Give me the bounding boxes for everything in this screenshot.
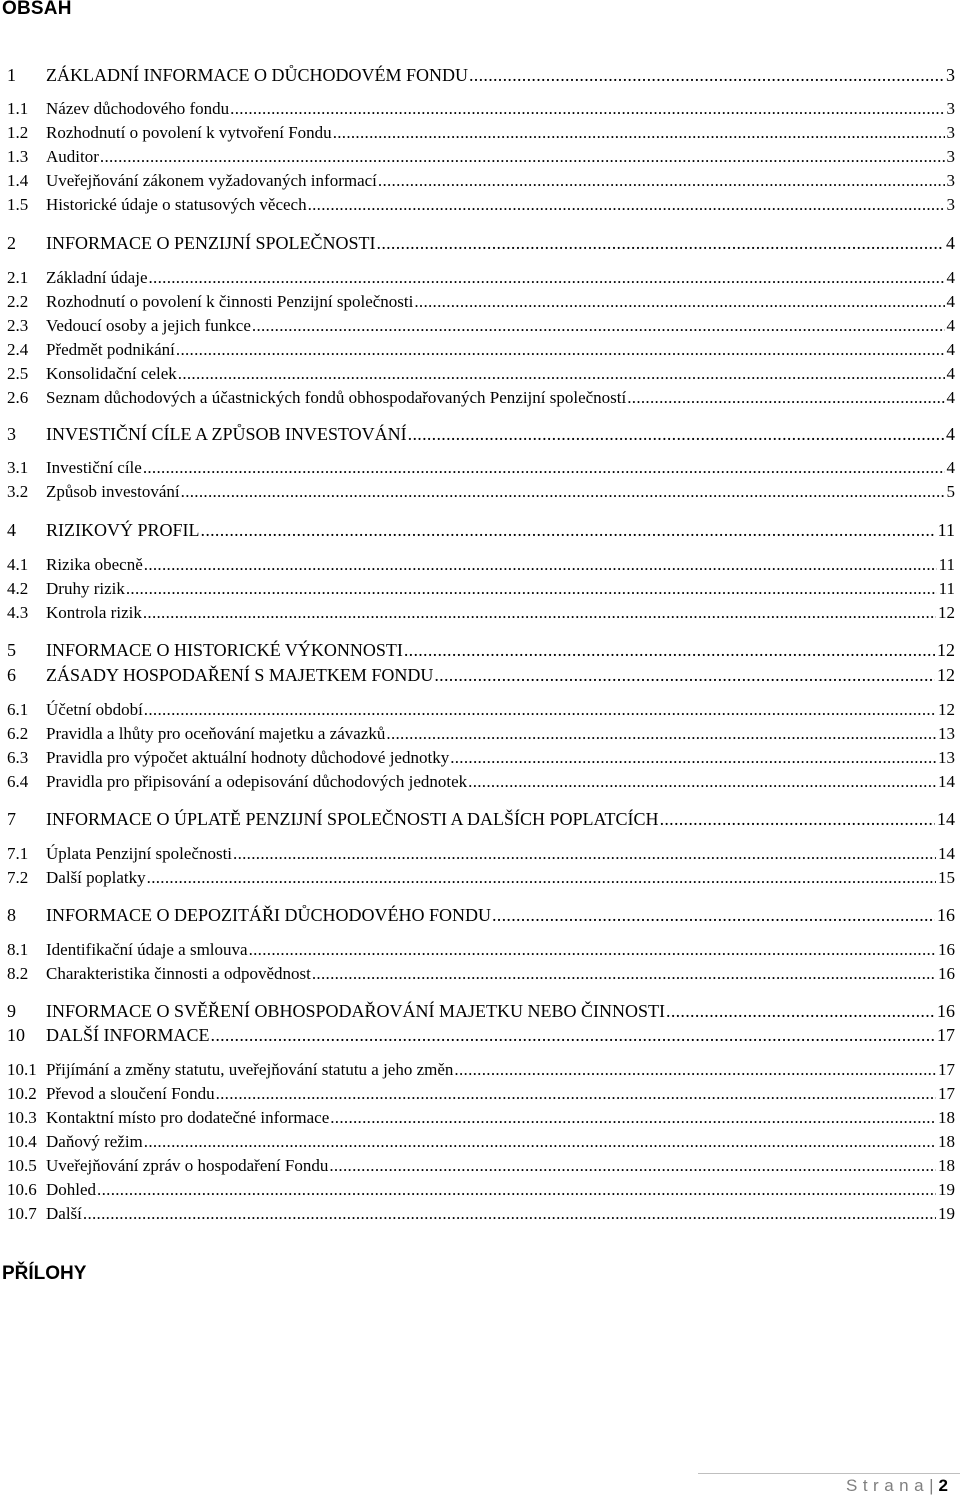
toc-entry-number: 1.5 (7, 195, 29, 214)
toc-dot-leader (144, 553, 937, 576)
toc-dot-leader (434, 662, 935, 688)
toc-entry-label: Historické údaje o statusových věcech (46, 195, 307, 214)
toc-entry-page: 13 (938, 724, 955, 743)
toc-dot-leader (149, 266, 945, 289)
toc-entry-label: Pravidla pro výpočet aktuální hodnoty důchodové jednotky (46, 748, 450, 767)
toc-dot-leader (178, 362, 945, 385)
toc-entry-label: Převod a sloučení Fondu (46, 1084, 215, 1103)
toc-dot-leader (97, 1178, 936, 1201)
toc-dot-leader (216, 1082, 936, 1105)
toc-entry-label: Účetní období (46, 700, 143, 719)
toc-entry-page: 18 (938, 1132, 955, 1151)
toc-entry-label: Úplata Penzijní společnosti (46, 844, 233, 863)
toc-entry-page: 17 (938, 1060, 955, 1079)
toc-entry-label: Kontaktní místo pro dodatečné informace (46, 1108, 330, 1127)
toc-entry[interactable] (7, 806, 955, 832)
toc-entry[interactable] (7, 1178, 955, 1201)
toc-entry-page: 16 (938, 940, 955, 959)
toc-entry-page: 16 (937, 905, 955, 925)
toc-entry-label: ZÁKLADNÍ INFORMACE O DŮCHODOVÉM FONDU (46, 65, 468, 85)
toc-entry[interactable] (7, 662, 955, 688)
toc-entry[interactable] (7, 902, 955, 928)
toc-entry-page: 17 (938, 1084, 955, 1103)
toc-entry-page: 14 (937, 809, 955, 829)
toc-dot-leader (100, 145, 945, 168)
toc-entry-number: 4.3 (7, 603, 29, 622)
toc-entry-label: DALŠÍ INFORMACE (46, 1025, 210, 1045)
toc-dot-leader (252, 314, 945, 337)
toc-entry-label: Předmět podnikání (46, 340, 175, 359)
toc-entry-page: 19 (938, 1204, 955, 1223)
toc-entry[interactable] (7, 362, 955, 385)
toc-dot-leader (454, 1058, 936, 1081)
toc-entry-label: INVESTIČNÍ CÍLE A ZPŮSOB INVESTOVÁNÍ (46, 424, 407, 444)
toc-entry[interactable] (7, 1154, 955, 1177)
toc-entry-number: 6.1 (7, 700, 29, 719)
toc-entry-label: INFORMACE O ÚPLATĚ PENZIJNÍ SPOLEČNOSTI A DALŠÍCH POPLATCÍCH (46, 809, 659, 829)
toc-entry[interactable] (7, 1058, 955, 1081)
toc-entry[interactable] (7, 770, 955, 793)
toc-entry-number: 8.2 (7, 964, 29, 983)
toc-entry-page: 15 (938, 868, 955, 887)
toc-entry-number: 6 (7, 665, 16, 685)
toc-entry[interactable] (7, 517, 955, 543)
toc-entry-page: 17 (937, 1025, 955, 1045)
toc-entry-page: 11 (938, 555, 955, 574)
toc-entry-label: Základní údaje (46, 268, 148, 287)
toc-dot-leader (201, 517, 936, 543)
toc-entry-label: Další poplatky (46, 868, 146, 887)
toc-dot-leader (143, 456, 945, 479)
toc-entry[interactable] (7, 722, 955, 745)
toc-entry-label: Pravidla a lhůty pro oceňování majetku a závazků (46, 724, 386, 743)
footer-page-word: Strana (846, 1476, 930, 1495)
toc-entry-number: 10.6 (7, 1180, 37, 1199)
toc-dot-leader (329, 1154, 936, 1177)
toc-entry-number: 8.1 (7, 940, 29, 959)
toc-entry-number: 1.4 (7, 171, 29, 190)
toc-entry-number: 4.1 (7, 555, 29, 574)
toc-entry[interactable] (7, 145, 955, 168)
toc-entry-number: 10.2 (7, 1084, 37, 1103)
toc-entry-page: 4 (946, 316, 955, 335)
toc-entry-label: INFORMACE O DEPOZITÁŘI DŮCHODOVÉHO FONDU (46, 905, 491, 925)
toc-entry[interactable] (7, 1130, 955, 1153)
toc-entry[interactable] (7, 601, 955, 624)
toc-dot-leader (408, 421, 944, 447)
toc-dot-leader (666, 998, 935, 1024)
footer-page-number: 2 (938, 1476, 948, 1495)
toc-entry-page: 3 (946, 65, 955, 85)
toc-entry-page: 18 (938, 1108, 955, 1127)
toc-entry-number: 6.3 (7, 748, 29, 767)
toc-entry[interactable] (7, 938, 955, 961)
toc-entry-page: 4 (946, 233, 955, 253)
toc-entry-number: 10.4 (7, 1132, 37, 1151)
toc-entry-page: 5 (946, 482, 955, 501)
toc-dot-leader (83, 1202, 936, 1225)
toc-entry-number: 10.7 (7, 1204, 37, 1223)
toc-entry-page: 4 (946, 364, 955, 383)
toc-entry-page: 13 (938, 748, 955, 767)
page-footer (846, 1475, 948, 1497)
toc-entry-page: 11 (937, 520, 955, 540)
toc-entry-number: 2.4 (7, 340, 29, 359)
toc-dot-leader (249, 938, 936, 961)
toc-entry[interactable] (7, 230, 955, 256)
toc-dot-leader (469, 62, 944, 88)
toc-entry-label: ZÁSADY HOSPODAŘENÍ S MAJETKEM FONDU (46, 665, 434, 685)
toc-entry[interactable] (7, 746, 955, 769)
toc-entry[interactable] (7, 456, 955, 479)
toc-entry-number: 2.3 (7, 316, 29, 335)
toc-dot-leader (308, 193, 945, 216)
toc-entry-page: 4 (946, 292, 955, 311)
toc-dot-leader (404, 637, 935, 663)
toc-dot-leader (147, 866, 936, 889)
toc-entry-number: 3.1 (7, 458, 29, 477)
toc-entry[interactable] (7, 338, 955, 361)
toc-entry-number: 7.2 (7, 868, 29, 887)
toc-entry-page: 12 (937, 665, 955, 685)
footer-separator: | (929, 1476, 934, 1495)
toc-entry-number: 10.1 (7, 1060, 37, 1079)
toc-entry-number: 4 (7, 520, 16, 540)
toc-dot-leader (386, 722, 936, 745)
toc-entry-number: 2.2 (7, 292, 29, 311)
toc-dot-leader (126, 577, 937, 600)
toc-entry-number: 6.4 (7, 772, 29, 791)
toc-entry[interactable] (7, 1082, 955, 1105)
toc-entry[interactable] (7, 314, 955, 337)
toc-entry-page: 3 (946, 99, 955, 118)
toc-entry[interactable] (7, 866, 955, 889)
toc-entry-page: 11 (938, 579, 955, 598)
toc-entry-number: 6.2 (7, 724, 29, 743)
toc-entry-label: Auditor (46, 147, 99, 166)
toc-dot-leader (143, 601, 936, 624)
toc-entry-page: 19 (938, 1180, 955, 1199)
toc-entry-label: Rozhodnutí o povolení k vytvoření Fondu (46, 123, 332, 142)
toc-entry-label: Způsob investování (46, 482, 180, 501)
toc-entry-page: 18 (938, 1156, 955, 1175)
toc-entry[interactable] (7, 577, 955, 600)
toc-entry-label: Další (46, 1204, 82, 1223)
toc-entry[interactable] (7, 97, 955, 120)
toc-dot-leader (492, 902, 935, 928)
toc-entry-number: 1 (7, 65, 16, 85)
toc-entry-label: Rozhodnutí o povolení k činnosti Penzijní společnosti (46, 292, 414, 311)
toc-entry-label: Kontrola rizik (46, 603, 142, 622)
toc-entry-number: 1.1 (7, 99, 29, 118)
toc-dot-leader (312, 962, 936, 985)
toc-entry-number: 3 (7, 424, 16, 444)
toc-entry-label: INFORMACE O SVĚŘENÍ OBHOSPODAŘOVÁNÍ MAJETKU NEBO ČINNOSTI (46, 1001, 666, 1021)
toc-dot-leader (660, 806, 935, 832)
toc-entry-page: 3 (946, 195, 955, 214)
toc-entry[interactable] (7, 1022, 955, 1048)
toc-dot-leader (211, 1022, 935, 1048)
toc-entry-page: 4 (946, 424, 955, 444)
toc-entry-page: 12 (937, 640, 955, 660)
toc-entry-number: 8 (7, 905, 16, 925)
toc-entry-label: INFORMACE O PENZIJNÍ SPOLEČNOSTI (46, 233, 376, 253)
toc-entry-number: 10 (7, 1025, 25, 1045)
toc-entry[interactable] (7, 962, 955, 985)
toc-entry-page: 12 (938, 700, 955, 719)
toc-dot-leader (627, 386, 944, 409)
toc-entry-page: 3 (946, 123, 955, 142)
toc-entry-label: INFORMACE O HISTORICKÉ VÝKONNOSTI (46, 640, 403, 660)
appendix-heading: PŘÍLOHY (2, 1263, 87, 1284)
toc-entry-label: Název důchodového fondu (46, 99, 230, 118)
toc-entry-label: Daňový režim (46, 1132, 143, 1151)
toc-entry[interactable] (7, 290, 955, 313)
toc-entry-label: Charakteristika činnosti a odpovědnost (46, 964, 311, 983)
toc-entry-number: 5 (7, 640, 16, 660)
toc-entry-label: Rizika obecně (46, 555, 143, 574)
toc-entry-number: 1.3 (7, 147, 29, 166)
toc-entry[interactable] (7, 169, 955, 192)
footer-divider (698, 1473, 960, 1474)
toc-entry-number: 10.3 (7, 1108, 37, 1127)
toc-entry-page: 14 (938, 772, 955, 791)
toc-dot-leader (233, 842, 936, 865)
toc-dot-leader (333, 121, 945, 144)
toc-dot-leader (330, 1106, 936, 1129)
toc-dot-leader (378, 169, 945, 192)
toc-entry[interactable] (7, 1106, 955, 1129)
toc-dot-leader (176, 338, 945, 361)
toc-entry-page: 4 (946, 268, 955, 287)
toc-entry-number: 2.5 (7, 364, 29, 383)
toc-entry[interactable] (7, 386, 955, 409)
toc-entry-label: RIZIKOVÝ PROFIL (46, 520, 200, 540)
toc-dot-leader (468, 770, 936, 793)
toc-entry-page: 4 (946, 340, 955, 359)
toc-dot-leader (377, 230, 944, 256)
toc-entry-label: Přijímání a změny statutu, uveřejňování statutu a jeho změn (46, 1060, 454, 1079)
toc-entry-number: 9 (7, 1001, 16, 1021)
toc-entry-number: 2 (7, 233, 16, 253)
toc-entry-number: 3.2 (7, 482, 29, 501)
toc-dot-leader (414, 290, 944, 313)
toc-entry-page: 4 (946, 388, 955, 407)
toc-entry-label: Seznam důchodových a účastnických fondů obhospodařovaných Penzijní společností (46, 388, 627, 407)
toc-entry-number: 7.1 (7, 844, 29, 863)
toc-entry-label: Identifikační údaje a smlouva (46, 940, 248, 959)
toc-entry[interactable] (7, 553, 955, 576)
toc-entry-page: 16 (938, 964, 955, 983)
toc-dot-leader (181, 480, 945, 503)
toc-entry[interactable] (7, 266, 955, 289)
toc-entry[interactable] (7, 421, 955, 447)
toc-entry-number: 2.1 (7, 268, 29, 287)
toc-dot-leader (230, 97, 944, 120)
toc-entry[interactable] (7, 637, 955, 663)
toc-entry-label: Uveřejňování zákonem vyžadovaných informací (46, 171, 377, 190)
toc-entry-page: 3 (946, 171, 955, 190)
toc-entry-label: Pravidla pro připisování a odepisování důchodových jednotek (46, 772, 468, 791)
toc-entry[interactable] (7, 121, 955, 144)
toc-entry-page: 4 (946, 458, 955, 477)
toc-entry-label: Investiční cíle (46, 458, 142, 477)
toc-dot-leader (450, 746, 936, 769)
toc-entry-page: 12 (938, 603, 955, 622)
toc-entry[interactable] (7, 193, 955, 216)
toc-entry-page: 3 (946, 147, 955, 166)
toc-entry-label: Konsolidační celek (46, 364, 177, 383)
toc-entry-number: 4.2 (7, 579, 29, 598)
toc-entry-number: 7 (7, 809, 16, 829)
toc-entry[interactable] (7, 1202, 955, 1225)
page-title: OBSAH (2, 0, 72, 19)
toc-entry[interactable] (7, 998, 955, 1024)
toc-dot-leader (144, 1130, 936, 1153)
toc-entry-page: 16 (937, 1001, 955, 1021)
toc-entry[interactable] (7, 62, 955, 88)
toc-entry-page: 14 (938, 844, 955, 863)
toc-entry[interactable] (7, 842, 955, 865)
toc-entry[interactable] (7, 480, 955, 503)
toc-entry[interactable] (7, 698, 955, 721)
toc-entry-label: Druhy rizik (46, 579, 125, 598)
toc-entry-number: 10.5 (7, 1156, 37, 1175)
toc-entry-number: 2.6 (7, 388, 29, 407)
toc-entry-label: Dohled (46, 1180, 97, 1199)
toc-entry-label: Uveřejňování zpráv o hospodaření Fondu (46, 1156, 329, 1175)
toc-entry-label: Vedoucí osoby a jejich funkce (46, 316, 251, 335)
toc-entry-number: 1.2 (7, 123, 29, 142)
toc-dot-leader (144, 698, 936, 721)
